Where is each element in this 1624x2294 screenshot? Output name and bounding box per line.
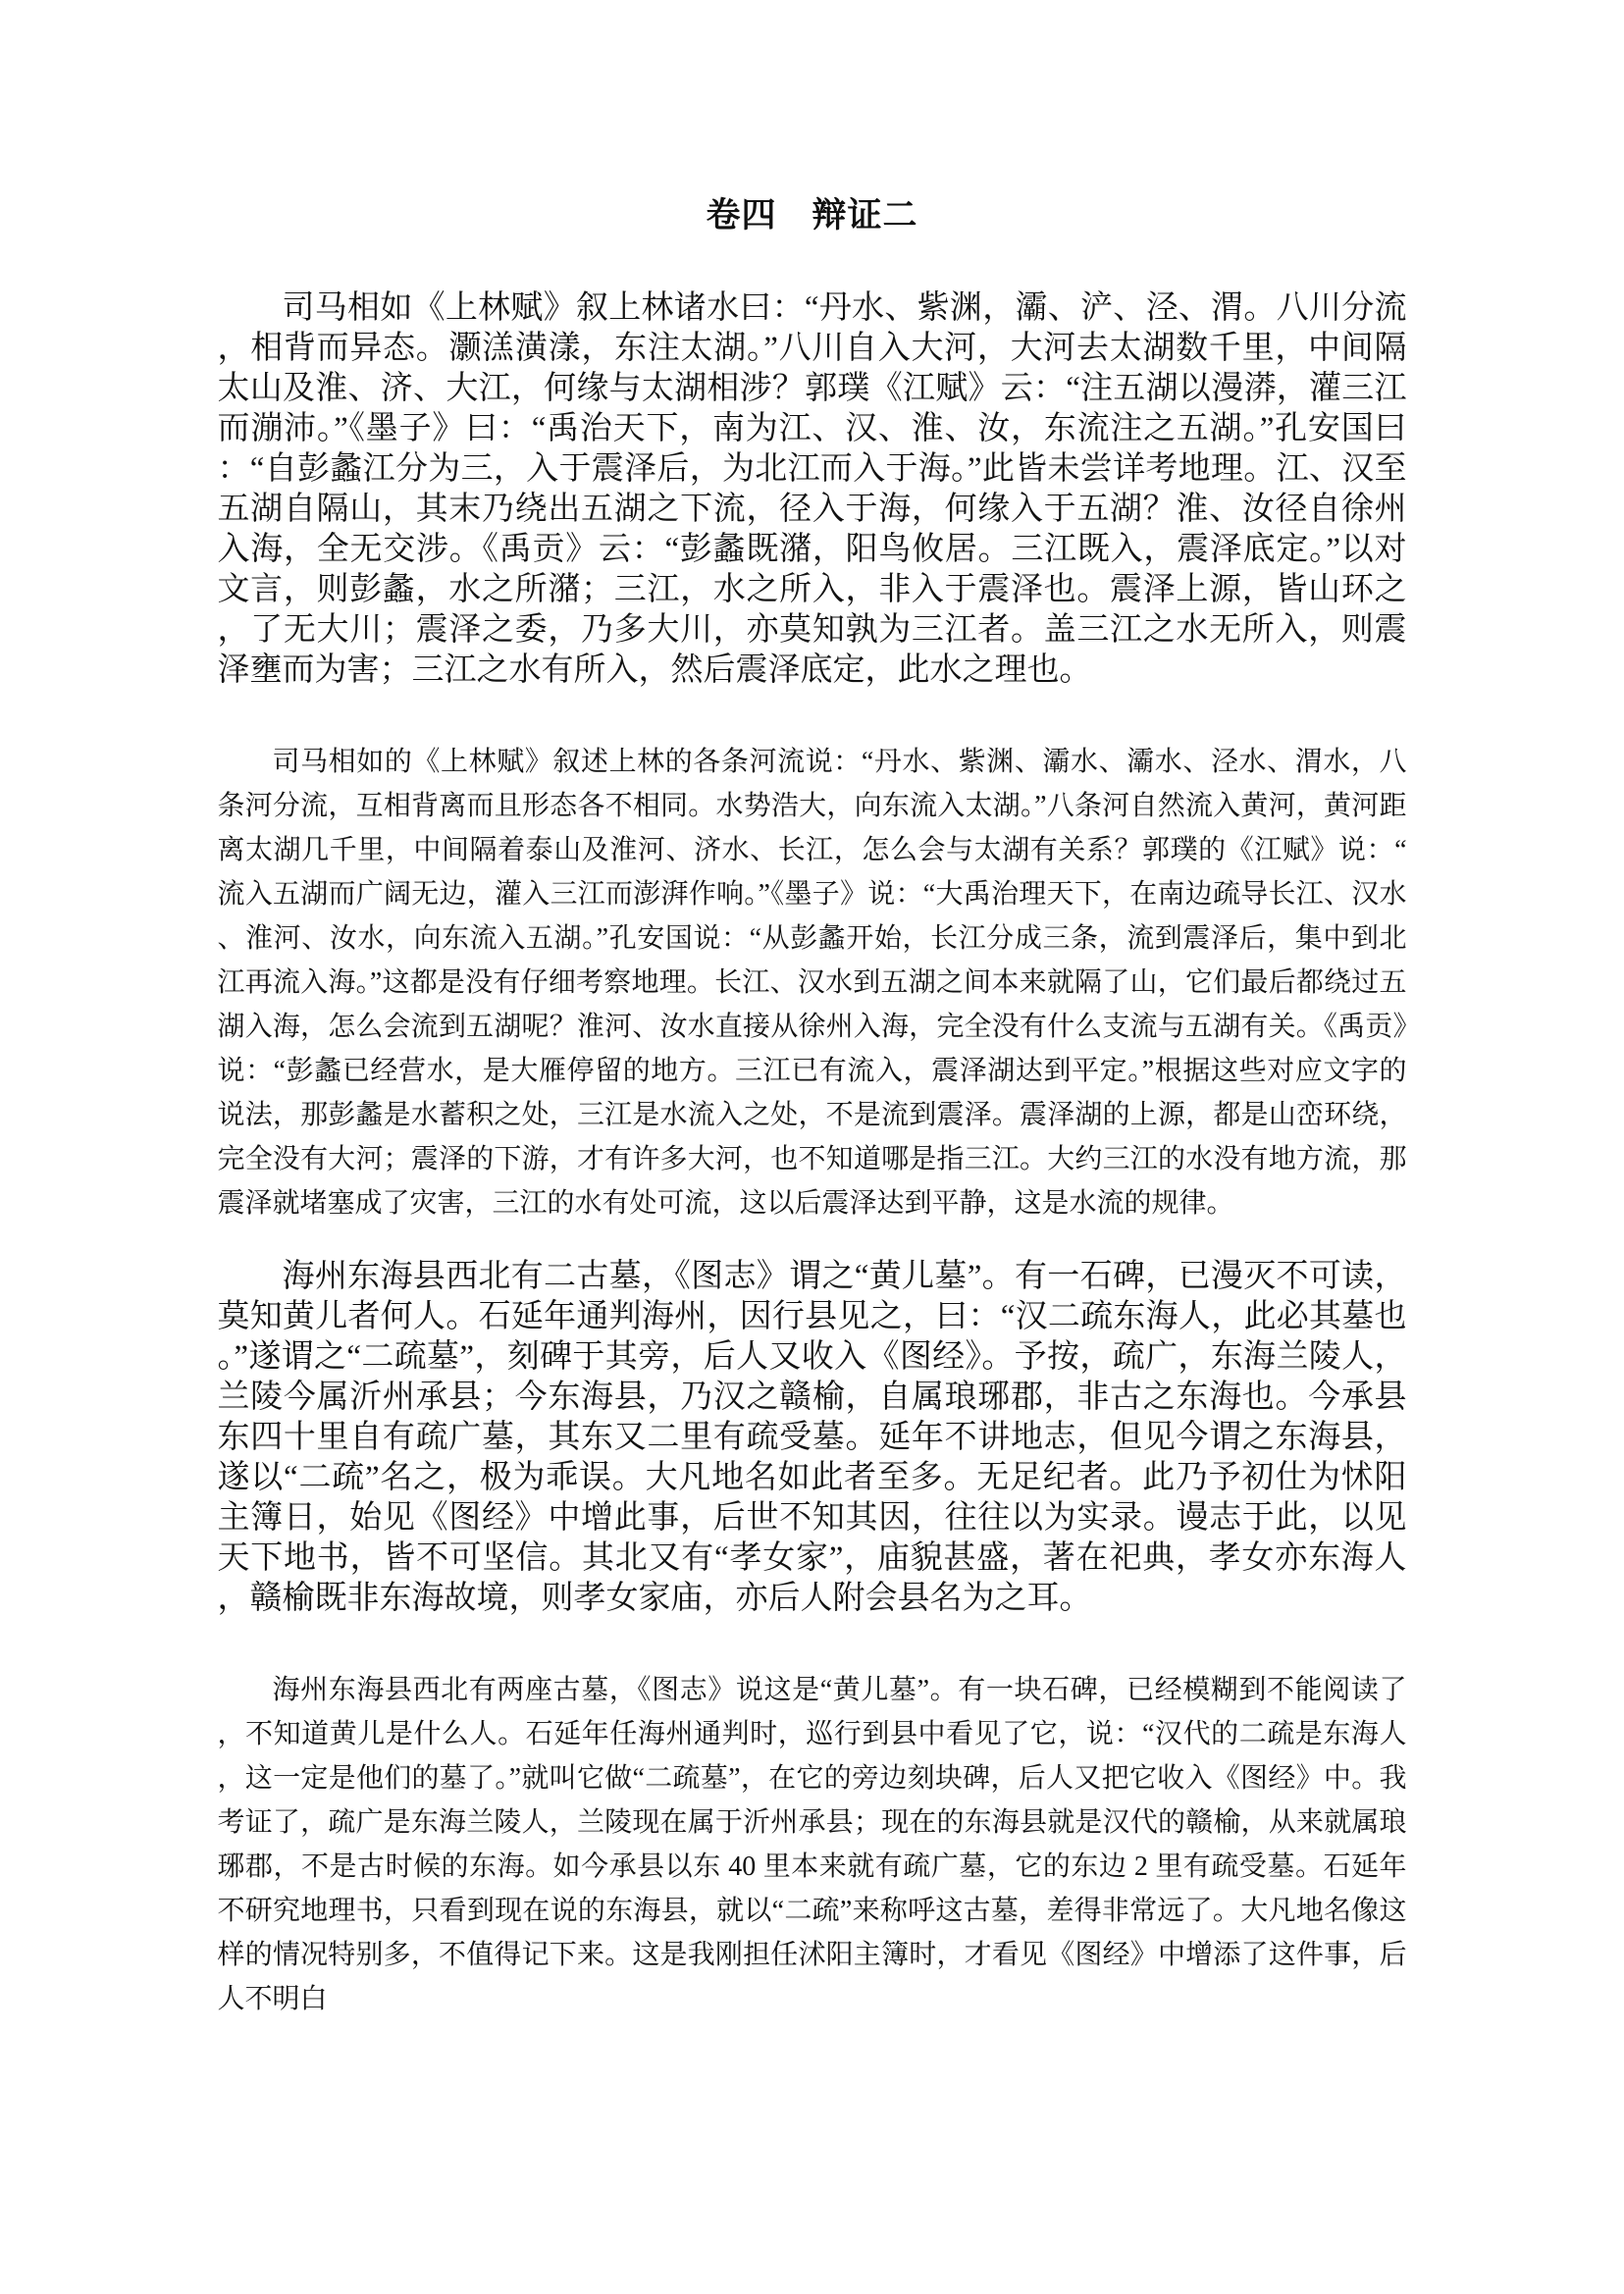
translation-paragraph-tombs: 海州东海县西北有两座古墓，《图志》说这是“黄儿墓”。有一块石碑，已经模糊到不能阅读了，不知道黄儿是什么人。石延年任海州通判时，巡行到县中看见了它，说：“汉代的二疏是东海人，这一定是他们的墓了。”就叫它做“二疏墓”，在它的旁边刻块碑，后人又把它收入《图经》中。我考证了，疏广是东海兰陵人，兰陵现在属于沂州承县；现在的东海县就是汉代的赣榆，从来就属琅琊郡，不是古时候的东海。如今承县以东 40 里本来就有疏广墓，它的东边 2 里有疏受墓。石延年不研究地理书，只看到现在说的东海县，就以“二疏”来称呼这古墓，差得非常远了。大凡地名像这样的情况特别多，不值得记下来。这是我刚担任沭阳主簿时，才看见《图经》中增添了这件事，后人不明白 xyxy=(217,1675,1407,2014)
translation-paragraph-rivers: 司马相如的《上林赋》叙述上林的各条河流说：“丹水、紫渊、灞水、灞水、泾水、渭水，八条河分流，互相背离而且形态各不相同。水势浩大，向东流入太湖。”八条河自然流入黄河，黄河距离太湖几千里，中间隔着泰山及淮河、济水、长江，怎么会与太湖有关系？郭璞的《江赋》说：“流入五湖而广阔无边，灌入三江而澎湃作响。”《墨子》说：“大禹治理天下，在南边疏导长江、汉水、淮河、汝水，向东流入五湖。”孔安国说：“从彭蠡开始，长江分成三条，流到震泽后，集中到北江再流入海。”这都是没有仔细考察地理。长江、汉水到五湖之间本来就隔了山，它们最后都绕过五湖入海，怎么会流到五湖呢？淮河、汝水直接从徐州入海，完全没有什么支流与五湖有关。《禹贡》说：“彭蠡已经营水，是大雁停留的地方。三江已有流入，震泽湖达到平定。”根据这些对应文字的说法，那彭蠡是水蓄积之处，三江是水流入之处，不是流到震泽。震泽湖的上源，都是山峦环绕，完全没有大河；震泽的下游，才有许多大河，也不知道哪是指三江。大约三江的水没有地方流，那震泽就堵塞成了灾害，三江的水有处可流，这以后震泽达到平静，这是水流的规律。 xyxy=(217,747,1407,1219)
classical-paragraph-tombs: 海州东海县西北有二古墓，《图志》谓之“黄儿墓”。有一石碑，已漫灭不可读，莫知黄儿者何人。石延年通判海州，因行县见之，曰：“汉二疏东海人，此必其墓也。”遂谓之“二疏墓”，刻碑于其旁，后人又收入《图经》。予按，疏广，东海兰陵人，兰陵今属沂州承县；今东海县，乃汉之赣榆，自属琅琊郡，非古之东海也。今承县东四十里自有疏广墓，其东又二里有疏受墓。延年不讲地志，但见今谓之东海县，遂以“二疏”名之，极为乖误。大凡地名如此者至多。无足纪者。此乃予初仕为怵阳主簿日，始见《图经》中增此事，后世不知其因，往往以为实录。谩志于此，以见天下地书，皆不可坚信。其北又有“孝女家”，庙貌甚盛，著在祀典，孝女亦东海人，赣榆既非东海故境，则孝女家庙，亦后人附会县名为之耳。 xyxy=(217,1259,1407,1616)
page-content xyxy=(218,0,1407,2021)
page-title: 卷四 辩证二 xyxy=(706,196,918,235)
classical-paragraph-rivers: 司马相如《上林赋》叙上林诸水曰：“丹水、紫渊，灞、浐、泾、渭。八川分流，相背而异态。灏溔潢漾，东注太湖。”八川自入大河，大河去太湖数千里，中间隔太山及淮、济、大江，何缘与太湖相涉？郭璞《江赋》云：“注五湖以漫漭，灌三江而漰沛。”《墨子》曰：“禹治天下，南为江、汉、淮、汝，东流注之五湖。”孔安国曰：“自彭蠡江分为三，入于震泽后，为北江而入于海。”此皆未尝详考地理。江、汉至五湖自隔山，其末乃绕出五湖之下流，径入于海，何缘入于五湖？淮、汝径自徐州入海，全无交涉。《禹贡》云：“彭蠡既潴，阳鸟攸居。三江既入，震泽底定。”以对文言，则彭蠡，水之所潴；三江，水之所入，非入于震泽也。震泽上源，皆山环之，了无大川；震泽之委，乃多大川，亦莫知孰为三江者。盖三江之水无所入，则震泽壅而为害；三江之水有所入，然后震泽底定，此水之理也。 xyxy=(217,290,1407,688)
